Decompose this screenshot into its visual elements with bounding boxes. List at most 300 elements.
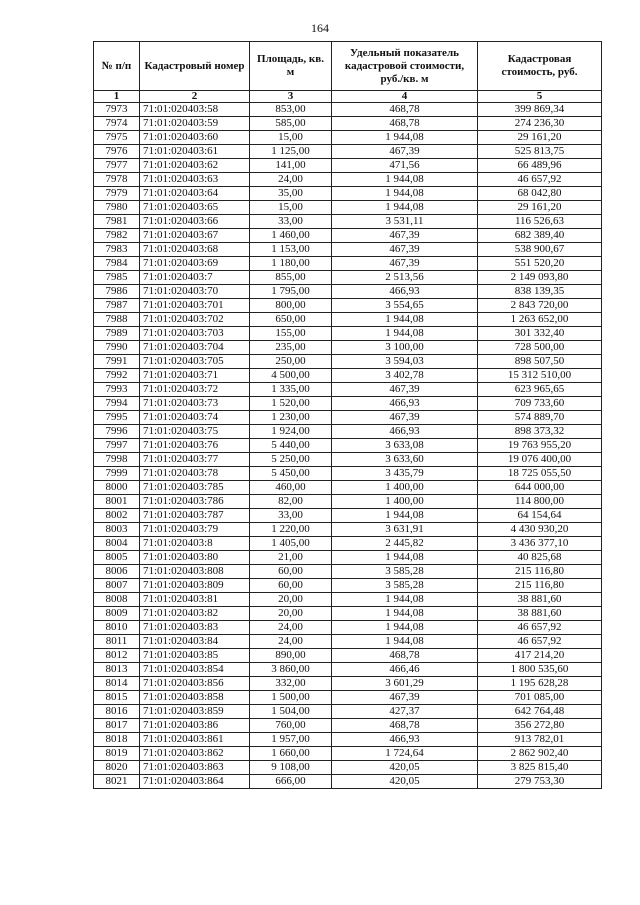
area-cell: 1 405,00 xyxy=(250,537,332,551)
specific-value-cell: 467,39 xyxy=(332,411,478,425)
area-cell: 235,00 xyxy=(250,341,332,355)
row-number-cell: 7980 xyxy=(94,201,140,215)
cadastral-cost-cell: 525 813,75 xyxy=(478,145,602,159)
specific-value-cell: 1 944,08 xyxy=(332,173,478,187)
header-cadastral-cost: Кадастровая стоимость, руб. xyxy=(478,42,602,91)
table-row xyxy=(94,215,602,229)
cadastral-number-cell: 71:01:020403:86 xyxy=(140,719,250,733)
area-cell: 890,00 xyxy=(250,649,332,663)
specific-value-cell: 3 585,28 xyxy=(332,565,478,579)
cadastral-number-cell: 71:01:020403:78 xyxy=(140,467,250,481)
table-row xyxy=(94,593,602,607)
cadastral-number-cell: 71:01:020403:70 xyxy=(140,285,250,299)
row-number-cell: 7988 xyxy=(94,313,140,327)
row-number-cell: 7974 xyxy=(94,117,140,131)
table-row xyxy=(94,467,602,481)
area-cell: 24,00 xyxy=(250,173,332,187)
cadastral-cost-cell: 3 825 815,40 xyxy=(478,761,602,775)
area-cell: 24,00 xyxy=(250,635,332,649)
area-cell: 1 660,00 xyxy=(250,747,332,761)
cadastral-number-cell: 71:01:020403:59 xyxy=(140,117,250,131)
cadastral-cost-cell: 644 000,00 xyxy=(478,481,602,495)
cadastral-cost-cell: 19 076 400,00 xyxy=(478,453,602,467)
area-cell: 5 250,00 xyxy=(250,453,332,467)
row-number-cell: 8010 xyxy=(94,621,140,635)
cadastral-number-cell: 71:01:020403:62 xyxy=(140,159,250,173)
row-number-cell: 7978 xyxy=(94,173,140,187)
specific-value-cell: 467,39 xyxy=(332,383,478,397)
specific-value-cell: 3 100,00 xyxy=(332,341,478,355)
table-row xyxy=(94,495,602,509)
area-cell: 155,00 xyxy=(250,327,332,341)
table-row xyxy=(94,425,602,439)
cadastral-cost-cell: 1 800 535,60 xyxy=(478,663,602,677)
row-number-cell: 7997 xyxy=(94,439,140,453)
table-row xyxy=(94,537,602,551)
specific-value-cell: 1 944,08 xyxy=(332,509,478,523)
specific-value-cell: 468,78 xyxy=(332,649,478,663)
cadastral-number-cell: 71:01:020403:69 xyxy=(140,257,250,271)
specific-value-cell: 1 944,08 xyxy=(332,635,478,649)
cadastral-number-cell: 71:01:020403:705 xyxy=(140,355,250,369)
table-row xyxy=(94,509,602,523)
row-number-cell: 7990 xyxy=(94,341,140,355)
row-number-cell: 8007 xyxy=(94,579,140,593)
cadastral-cost-cell: 417 214,20 xyxy=(478,649,602,663)
specific-value-cell: 467,39 xyxy=(332,243,478,257)
cadastral-number-cell: 71:01:020403:704 xyxy=(140,341,250,355)
area-cell: 1 230,00 xyxy=(250,411,332,425)
cadastral-cost-cell: 64 154,64 xyxy=(478,509,602,523)
table-row xyxy=(94,397,602,411)
cadastral-cost-cell: 301 332,40 xyxy=(478,327,602,341)
cadastral-cost-cell: 642 764,48 xyxy=(478,705,602,719)
table-row xyxy=(94,677,602,691)
table-row xyxy=(94,439,602,453)
cadastral-cost-cell: 3 436 377,10 xyxy=(478,537,602,551)
specific-value-cell: 1 944,08 xyxy=(332,201,478,215)
cadastral-cost-cell: 274 236,30 xyxy=(478,117,602,131)
cadastral-cost-cell: 18 725 055,50 xyxy=(478,467,602,481)
area-cell: 60,00 xyxy=(250,565,332,579)
cadastral-cost-cell: 701 085,00 xyxy=(478,691,602,705)
cadastral-number-cell: 71:01:020403:703 xyxy=(140,327,250,341)
table-row xyxy=(94,229,602,243)
cadastral-number-cell: 71:01:020403:808 xyxy=(140,565,250,579)
cadastral-number-cell: 71:01:020403:85 xyxy=(140,649,250,663)
row-number-cell: 8002 xyxy=(94,509,140,523)
row-number-cell: 7985 xyxy=(94,271,140,285)
specific-value-cell: 467,39 xyxy=(332,229,478,243)
area-cell: 1 957,00 xyxy=(250,733,332,747)
table-row xyxy=(94,159,602,173)
specific-value-cell: 466,93 xyxy=(332,397,478,411)
cadastral-number-cell: 71:01:020403:61 xyxy=(140,145,250,159)
column-index: 5 xyxy=(478,91,602,103)
row-number-cell: 7999 xyxy=(94,467,140,481)
row-number-cell: 8006 xyxy=(94,565,140,579)
specific-value-cell: 420,05 xyxy=(332,775,478,789)
cadastral-number-cell: 71:01:020403:856 xyxy=(140,677,250,691)
area-cell: 332,00 xyxy=(250,677,332,691)
row-number-cell: 8016 xyxy=(94,705,140,719)
row-number-cell: 7991 xyxy=(94,355,140,369)
table-row xyxy=(94,187,602,201)
area-cell: 460,00 xyxy=(250,481,332,495)
column-index-row xyxy=(94,91,602,103)
table-row xyxy=(94,747,602,761)
area-cell: 1 153,00 xyxy=(250,243,332,257)
table-row xyxy=(94,453,602,467)
row-number-cell: 8019 xyxy=(94,747,140,761)
cadastral-number-cell: 71:01:020403:67 xyxy=(140,229,250,243)
cadastral-number-cell: 71:01:020403:701 xyxy=(140,299,250,313)
area-cell: 853,00 xyxy=(250,103,332,117)
specific-value-cell: 468,78 xyxy=(332,103,478,117)
table-row xyxy=(94,579,602,593)
specific-value-cell: 3 633,60 xyxy=(332,453,478,467)
cadastral-number-cell: 71:01:020403:63 xyxy=(140,173,250,187)
specific-value-cell: 2 445,82 xyxy=(332,537,478,551)
cadastral-cost-cell: 1 195 628,28 xyxy=(478,677,602,691)
cadastral-number-cell: 71:01:020403:83 xyxy=(140,621,250,635)
cadastral-number-cell: 71:01:020403:65 xyxy=(140,201,250,215)
cadastral-number-cell: 71:01:020403:58 xyxy=(140,103,250,117)
cadastral-cost-cell: 46 657,92 xyxy=(478,621,602,635)
cadastral-number-cell: 71:01:020403:787 xyxy=(140,509,250,523)
table-row xyxy=(94,383,602,397)
area-cell: 1 795,00 xyxy=(250,285,332,299)
header-row-number: № п/п xyxy=(94,42,140,91)
cadastral-cost-cell: 19 763 955,20 xyxy=(478,439,602,453)
area-cell: 800,00 xyxy=(250,299,332,313)
area-cell: 1 180,00 xyxy=(250,257,332,271)
row-number-cell: 7982 xyxy=(94,229,140,243)
table-row xyxy=(94,411,602,425)
area-cell: 15,00 xyxy=(250,201,332,215)
specific-value-cell: 1 944,08 xyxy=(332,607,478,621)
area-cell: 855,00 xyxy=(250,271,332,285)
row-number-cell: 7984 xyxy=(94,257,140,271)
area-cell: 585,00 xyxy=(250,117,332,131)
area-cell: 650,00 xyxy=(250,313,332,327)
cadastral-cost-cell: 46 657,92 xyxy=(478,635,602,649)
cadastral-number-cell: 71:01:020403:863 xyxy=(140,761,250,775)
table-row xyxy=(94,201,602,215)
row-number-cell: 8003 xyxy=(94,523,140,537)
cadastral-cost-cell: 682 389,40 xyxy=(478,229,602,243)
area-cell: 21,00 xyxy=(250,551,332,565)
table-row xyxy=(94,243,602,257)
cadastral-number-cell: 71:01:020403:72 xyxy=(140,383,250,397)
row-number-cell: 7981 xyxy=(94,215,140,229)
cadastral-number-cell: 71:01:020403:60 xyxy=(140,131,250,145)
row-number-cell: 8020 xyxy=(94,761,140,775)
specific-value-cell: 467,39 xyxy=(332,257,478,271)
specific-value-cell: 1 400,00 xyxy=(332,481,478,495)
specific-value-cell: 471,56 xyxy=(332,159,478,173)
table-row xyxy=(94,327,602,341)
specific-value-cell: 3 633,08 xyxy=(332,439,478,453)
area-cell: 666,00 xyxy=(250,775,332,789)
cadastral-number-cell: 71:01:020403:64 xyxy=(140,187,250,201)
cadastral-cost-cell: 574 889,70 xyxy=(478,411,602,425)
cadastral-number-cell: 71:01:020403:702 xyxy=(140,313,250,327)
table-row xyxy=(94,285,602,299)
specific-value-cell: 466,93 xyxy=(332,733,478,747)
specific-value-cell: 1 944,08 xyxy=(332,621,478,635)
area-cell: 5 450,00 xyxy=(250,467,332,481)
header-row xyxy=(94,42,602,91)
table-row xyxy=(94,551,602,565)
header-cadastral-number: Кадастровый номер xyxy=(140,42,250,91)
specific-value-cell: 3 531,11 xyxy=(332,215,478,229)
specific-value-cell: 1 944,08 xyxy=(332,131,478,145)
table-row xyxy=(94,257,602,271)
cadastral-number-cell: 71:01:020403:74 xyxy=(140,411,250,425)
row-number-cell: 7986 xyxy=(94,285,140,299)
area-cell: 1 924,00 xyxy=(250,425,332,439)
row-number-cell: 8012 xyxy=(94,649,140,663)
cadastral-number-cell: 71:01:020403:7 xyxy=(140,271,250,285)
page-number: 164 xyxy=(311,21,329,35)
area-cell: 1 335,00 xyxy=(250,383,332,397)
cadastral-number-cell: 71:01:020403:66 xyxy=(140,215,250,229)
specific-value-cell: 420,05 xyxy=(332,761,478,775)
table-row xyxy=(94,355,602,369)
table-row xyxy=(94,313,602,327)
row-number-cell: 7977 xyxy=(94,159,140,173)
cadastral-number-cell: 71:01:020403:858 xyxy=(140,691,250,705)
cadastral-cost-cell: 913 782,01 xyxy=(478,733,602,747)
specific-value-cell: 466,93 xyxy=(332,285,478,299)
column-index: 1 xyxy=(94,91,140,103)
column-index: 4 xyxy=(332,91,478,103)
cadastral-cost-cell: 40 825,68 xyxy=(478,551,602,565)
row-number-cell: 8021 xyxy=(94,775,140,789)
specific-value-cell: 467,39 xyxy=(332,145,478,159)
cadastral-cost-cell: 279 753,30 xyxy=(478,775,602,789)
area-cell: 24,00 xyxy=(250,621,332,635)
specific-value-cell: 3 435,79 xyxy=(332,467,478,481)
specific-value-cell: 1 944,08 xyxy=(332,313,478,327)
cadastral-cost-cell: 838 139,35 xyxy=(478,285,602,299)
table-row xyxy=(94,271,602,285)
specific-value-cell: 1 724,64 xyxy=(332,747,478,761)
cadastral-cost-cell: 38 881,60 xyxy=(478,593,602,607)
area-cell: 1 504,00 xyxy=(250,705,332,719)
specific-value-cell: 1 400,00 xyxy=(332,495,478,509)
cadastral-cost-cell: 46 657,92 xyxy=(478,173,602,187)
area-cell: 760,00 xyxy=(250,719,332,733)
specific-value-cell: 466,46 xyxy=(332,663,478,677)
cadastral-cost-cell: 399 869,34 xyxy=(478,103,602,117)
cadastral-cost-cell: 66 489,96 xyxy=(478,159,602,173)
row-number-cell: 8008 xyxy=(94,593,140,607)
table-row xyxy=(94,607,602,621)
specific-value-cell: 3 554,65 xyxy=(332,299,478,313)
cadastral-number-cell: 71:01:020403:68 xyxy=(140,243,250,257)
area-cell: 1 460,00 xyxy=(250,229,332,243)
cadastral-cost-cell: 728 500,00 xyxy=(478,341,602,355)
table-row xyxy=(94,635,602,649)
table-row xyxy=(94,719,602,733)
cadastral-value-table xyxy=(93,41,602,789)
cadastral-cost-cell: 29 161,20 xyxy=(478,131,602,145)
table-row xyxy=(94,299,602,313)
area-cell: 4 500,00 xyxy=(250,369,332,383)
row-number-cell: 7973 xyxy=(94,103,140,117)
cadastral-number-cell: 71:01:020403:76 xyxy=(140,439,250,453)
row-number-cell: 7976 xyxy=(94,145,140,159)
column-index: 3 xyxy=(250,91,332,103)
area-cell: 33,00 xyxy=(250,509,332,523)
cadastral-number-cell: 71:01:020403:75 xyxy=(140,425,250,439)
specific-value-cell: 1 944,08 xyxy=(332,187,478,201)
row-number-cell: 7975 xyxy=(94,131,140,145)
cadastral-cost-cell: 538 900,67 xyxy=(478,243,602,257)
table-row xyxy=(94,481,602,495)
specific-value-cell: 2 513,56 xyxy=(332,271,478,285)
cadastral-cost-cell: 15 312 510,00 xyxy=(478,369,602,383)
row-number-cell: 7998 xyxy=(94,453,140,467)
cadastral-number-cell: 71:01:020403:854 xyxy=(140,663,250,677)
row-number-cell: 7979 xyxy=(94,187,140,201)
specific-value-cell: 468,78 xyxy=(332,719,478,733)
specific-value-cell: 468,78 xyxy=(332,117,478,131)
table-row xyxy=(94,705,602,719)
cadastral-cost-cell: 551 520,20 xyxy=(478,257,602,271)
cadastral-cost-cell: 4 430 930,20 xyxy=(478,523,602,537)
table-row xyxy=(94,761,602,775)
row-number-cell: 8004 xyxy=(94,537,140,551)
table-row xyxy=(94,663,602,677)
table-row xyxy=(94,341,602,355)
row-number-cell: 7994 xyxy=(94,397,140,411)
cadastral-number-cell: 71:01:020403:79 xyxy=(140,523,250,537)
cadastral-cost-cell: 215 116,80 xyxy=(478,579,602,593)
row-number-cell: 8017 xyxy=(94,719,140,733)
specific-value-cell: 1 944,08 xyxy=(332,593,478,607)
table-row xyxy=(94,117,602,131)
table-row xyxy=(94,649,602,663)
specific-value-cell: 1 944,08 xyxy=(332,551,478,565)
row-number-cell: 7993 xyxy=(94,383,140,397)
area-cell: 82,00 xyxy=(250,495,332,509)
row-number-cell: 8015 xyxy=(94,691,140,705)
row-number-cell: 8018 xyxy=(94,733,140,747)
cadastral-number-cell: 71:01:020403:73 xyxy=(140,397,250,411)
row-number-cell: 7995 xyxy=(94,411,140,425)
cadastral-cost-cell: 116 526,63 xyxy=(478,215,602,229)
area-cell: 1 500,00 xyxy=(250,691,332,705)
area-cell: 15,00 xyxy=(250,131,332,145)
row-number-cell: 8014 xyxy=(94,677,140,691)
cadastral-cost-cell: 114 800,00 xyxy=(478,495,602,509)
row-number-cell: 8011 xyxy=(94,635,140,649)
table-row xyxy=(94,775,602,789)
row-number-cell: 8000 xyxy=(94,481,140,495)
cadastral-number-cell: 71:01:020403:809 xyxy=(140,579,250,593)
cadastral-number-cell: 71:01:020403:861 xyxy=(140,733,250,747)
cadastral-cost-cell: 2 843 720,00 xyxy=(478,299,602,313)
cadastral-cost-cell: 215 116,80 xyxy=(478,565,602,579)
table-row xyxy=(94,103,602,117)
area-cell: 141,00 xyxy=(250,159,332,173)
cadastral-number-cell: 71:01:020403:80 xyxy=(140,551,250,565)
column-index: 2 xyxy=(140,91,250,103)
table-row xyxy=(94,733,602,747)
cadastral-cost-cell: 623 965,65 xyxy=(478,383,602,397)
table-row xyxy=(94,523,602,537)
area-cell: 1 125,00 xyxy=(250,145,332,159)
area-cell: 9 108,00 xyxy=(250,761,332,775)
cadastral-number-cell: 71:01:020403:8 xyxy=(140,537,250,551)
row-number-cell: 7987 xyxy=(94,299,140,313)
specific-value-cell: 3 601,29 xyxy=(332,677,478,691)
specific-value-cell: 1 944,08 xyxy=(332,327,478,341)
area-cell: 3 860,00 xyxy=(250,663,332,677)
table-row xyxy=(94,173,602,187)
area-cell: 5 440,00 xyxy=(250,439,332,453)
area-cell: 35,00 xyxy=(250,187,332,201)
specific-value-cell: 3 402,78 xyxy=(332,369,478,383)
specific-value-cell: 467,39 xyxy=(332,691,478,705)
row-number-cell: 7992 xyxy=(94,369,140,383)
cadastral-cost-cell: 2 862 902,40 xyxy=(478,747,602,761)
row-number-cell: 8001 xyxy=(94,495,140,509)
row-number-cell: 7983 xyxy=(94,243,140,257)
cadastral-cost-cell: 1 263 652,00 xyxy=(478,313,602,327)
area-cell: 250,00 xyxy=(250,355,332,369)
cadastral-number-cell: 71:01:020403:864 xyxy=(140,775,250,789)
table-row xyxy=(94,691,602,705)
specific-value-cell: 3 594,03 xyxy=(332,355,478,369)
table-row xyxy=(94,145,602,159)
table-row xyxy=(94,369,602,383)
area-cell: 20,00 xyxy=(250,593,332,607)
area-cell: 20,00 xyxy=(250,607,332,621)
area-cell: 33,00 xyxy=(250,215,332,229)
cadastral-cost-cell: 29 161,20 xyxy=(478,201,602,215)
cadastral-number-cell: 71:01:020403:859 xyxy=(140,705,250,719)
row-number-cell: 8009 xyxy=(94,607,140,621)
cadastral-number-cell: 71:01:020403:84 xyxy=(140,635,250,649)
area-cell: 1 520,00 xyxy=(250,397,332,411)
table-row xyxy=(94,565,602,579)
cadastral-number-cell: 71:01:020403:785 xyxy=(140,481,250,495)
cadastral-number-cell: 71:01:020403:71 xyxy=(140,369,250,383)
cadastral-cost-cell: 709 733,60 xyxy=(478,397,602,411)
cadastral-cost-cell: 356 272,80 xyxy=(478,719,602,733)
area-cell: 1 220,00 xyxy=(250,523,332,537)
row-number-cell: 7996 xyxy=(94,425,140,439)
row-number-cell: 7989 xyxy=(94,327,140,341)
cadastral-cost-cell: 68 042,80 xyxy=(478,187,602,201)
table-row xyxy=(94,621,602,635)
specific-value-cell: 3 585,28 xyxy=(332,579,478,593)
cadastral-number-cell: 71:01:020403:77 xyxy=(140,453,250,467)
cadastral-cost-cell: 898 373,32 xyxy=(478,425,602,439)
header-area: Площадь, кв. м xyxy=(250,42,332,91)
cadastral-cost-cell: 2 149 093,80 xyxy=(478,271,602,285)
area-cell: 60,00 xyxy=(250,579,332,593)
cadastral-number-cell: 71:01:020403:862 xyxy=(140,747,250,761)
cadastral-number-cell: 71:01:020403:81 xyxy=(140,593,250,607)
row-number-cell: 8005 xyxy=(94,551,140,565)
cadastral-number-cell: 71:01:020403:786 xyxy=(140,495,250,509)
row-number-cell: 8013 xyxy=(94,663,140,677)
